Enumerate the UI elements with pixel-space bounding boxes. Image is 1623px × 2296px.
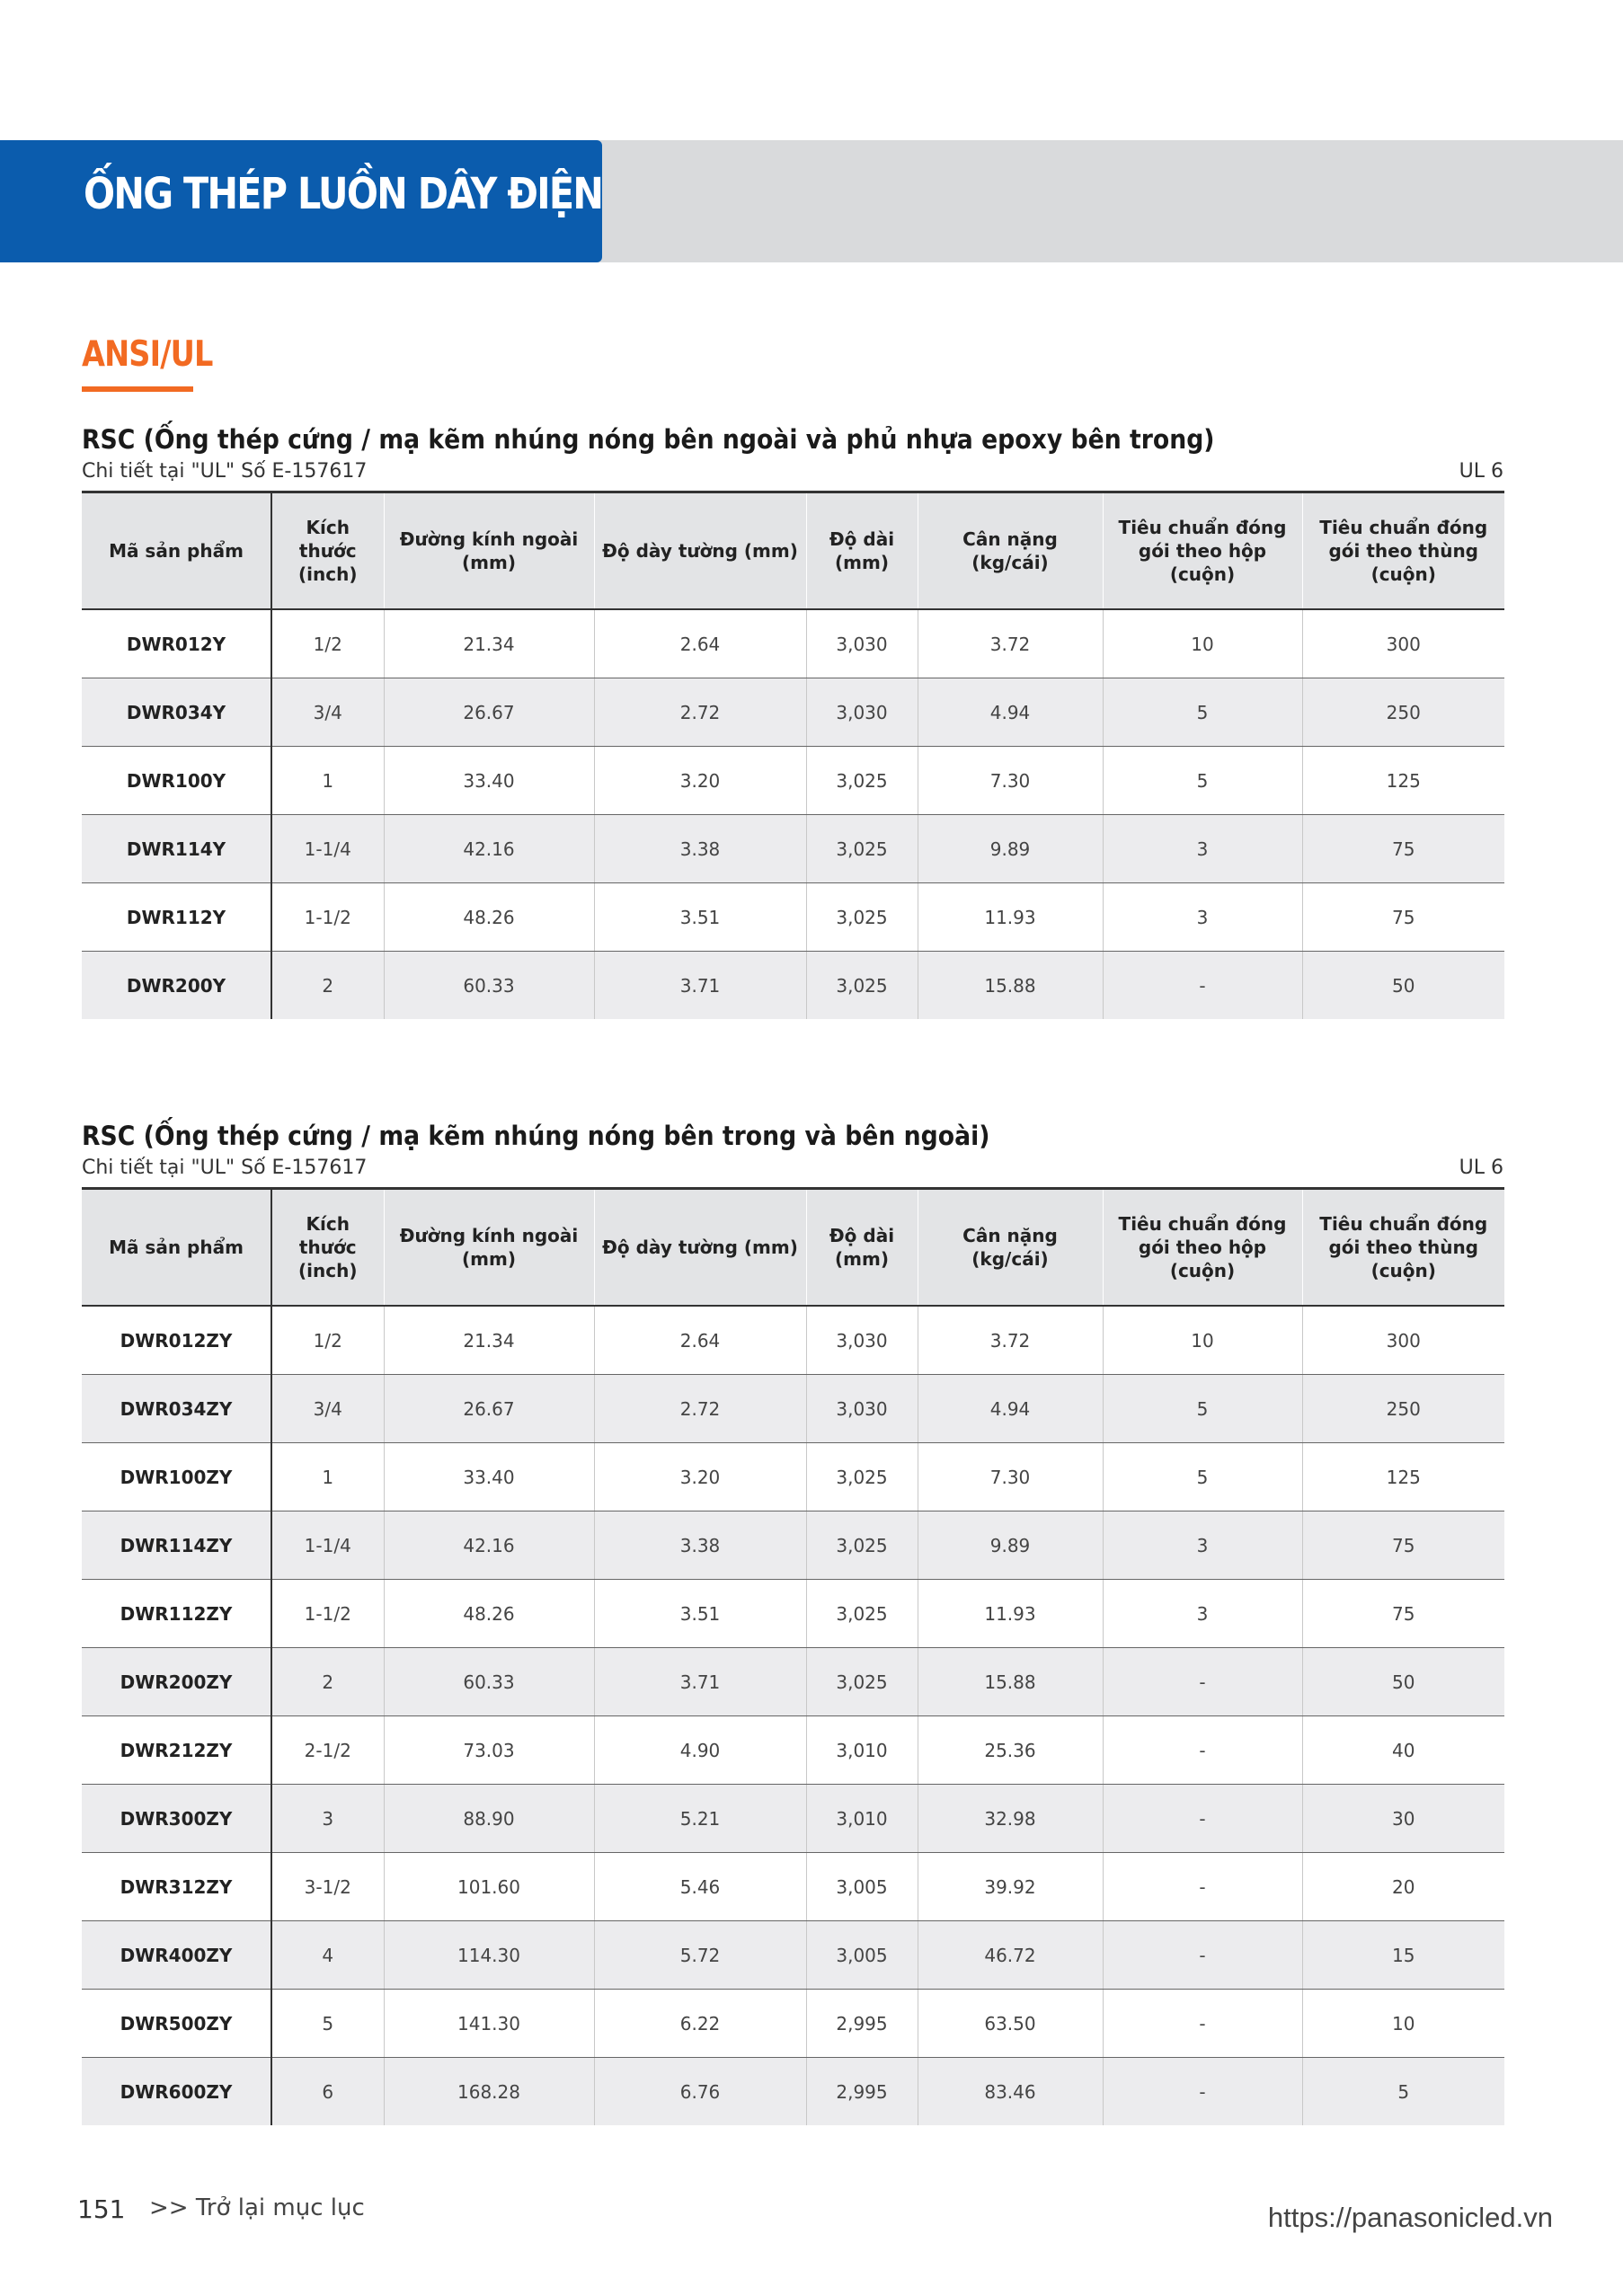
cell-wall-thickness: 3.38 [594,1511,806,1580]
cell-length: 3,030 [806,1306,918,1375]
cell-wall-thickness: 3.51 [594,1580,806,1648]
col-header-length: Độ dài (mm) [806,1189,918,1307]
col-header-product-code: Mã sản phẩm [82,1189,271,1307]
cell-weight: 4.94 [918,1375,1103,1443]
cell-box-packing: 5 [1103,1375,1302,1443]
cell-carton-packing: 75 [1302,815,1504,883]
cell-weight: 25.36 [918,1716,1103,1785]
cell-box-packing: - [1103,1990,1302,2058]
cell-wall-thickness: 3.71 [594,1648,806,1716]
cell-carton-packing: 50 [1302,1648,1504,1716]
cell-wall-thickness: 2.72 [594,1375,806,1443]
cell-size: 5 [271,1990,384,2058]
cell-box-packing: 10 [1103,1306,1302,1375]
cell-weight: 15.88 [918,1648,1103,1716]
cell-carton-packing: 20 [1302,1853,1504,1921]
table-row [82,1648,1504,1716]
col-header-box-packing: Tiêu chuẩn đóng gói theo hộp (cuộn) [1103,1189,1302,1307]
col-header-size: Kích thước (inch) [271,1189,384,1307]
cell-length: 3,025 [806,815,918,883]
cell-length: 3,025 [806,883,918,952]
cell-product-code: DWR200ZY [82,1648,271,1716]
table1-title: RSC (Ống thép cứng / mạ kẽm nhúng nóng bên ngoài và phủ nhựa epoxy bên trong) [82,424,1215,455]
table1-subtitle: Chi tiết tại "UL" Số E-157617 [82,460,368,483]
cell-carton-packing: 5 [1302,2058,1504,2126]
cell-box-packing: 5 [1103,1443,1302,1511]
cell-outer-diameter: 42.16 [384,815,594,883]
cell-carton-packing: 10 [1302,1990,1504,2058]
cell-size: 1-1/4 [271,1511,384,1580]
cell-weight: 46.72 [918,1921,1103,1990]
cell-wall-thickness: 6.76 [594,2058,806,2126]
table-row [82,747,1504,815]
cell-length: 3,025 [806,952,918,1020]
cell-box-packing: - [1103,1853,1302,1921]
cell-length: 3,030 [806,609,918,678]
cell-size: 1/2 [271,609,384,678]
cell-product-code: DWR114Y [82,815,271,883]
cell-size: 1-1/4 [271,815,384,883]
cell-wall-thickness: 2.64 [594,609,806,678]
cell-carton-packing: 75 [1302,1511,1504,1580]
website-url[interactable]: https://panasonicled.vn [1267,2202,1553,2233]
cell-carton-packing: 125 [1302,747,1504,815]
table2-title: RSC (Ống thép cứng / mạ kẽm nhúng nóng bên trong và bên ngoài) [82,1121,990,1151]
cell-product-code: DWR012ZY [82,1306,271,1375]
cell-weight: 4.94 [918,678,1103,747]
table1-header-row [82,492,1504,610]
cell-length: 3,025 [806,1648,918,1716]
cell-length: 3,010 [806,1785,918,1853]
cell-size: 6 [271,2058,384,2126]
table-row [82,883,1504,952]
cell-outer-diameter: 21.34 [384,1306,594,1375]
table-row [82,1443,1504,1511]
cell-carton-packing: 75 [1302,883,1504,952]
cell-weight: 7.30 [918,1443,1103,1511]
cell-carton-packing: 300 [1302,1306,1504,1375]
cell-product-code: DWR034ZY [82,1375,271,1443]
cell-size: 1 [271,747,384,815]
cell-box-packing: - [1103,1716,1302,1785]
cell-outer-diameter: 33.40 [384,1443,594,1511]
table-row [82,815,1504,883]
cell-product-code: DWR200Y [82,952,271,1020]
table-row [82,678,1504,747]
cell-outer-diameter: 101.60 [384,1853,594,1921]
table1 [82,491,1504,1019]
cell-wall-thickness: 6.22 [594,1990,806,2058]
cell-wall-thickness: 3.20 [594,747,806,815]
col-header-weight: Cân nặng (kg/cái) [918,1189,1103,1307]
col-header-outer-diameter: Đường kính ngoài (mm) [384,1189,594,1307]
cell-product-code: DWR112Y [82,883,271,952]
cell-size: 4 [271,1921,384,1990]
cell-outer-diameter: 88.90 [384,1785,594,1853]
table2-standard: UL 6 [1459,1157,1503,1179]
cell-product-code: DWR114ZY [82,1511,271,1580]
cell-box-packing: 3 [1103,1511,1302,1580]
cell-size: 3 [271,1785,384,1853]
cell-carton-packing: 250 [1302,1375,1504,1443]
cell-weight: 32.98 [918,1785,1103,1853]
table-row [82,1990,1504,2058]
cell-outer-diameter: 60.33 [384,952,594,1020]
cell-outer-diameter: 48.26 [384,1580,594,1648]
cell-length: 2,995 [806,2058,918,2126]
cell-weight: 83.46 [918,2058,1103,2126]
cell-weight: 39.92 [918,1853,1103,1921]
cell-weight: 7.30 [918,747,1103,815]
cell-size: 2-1/2 [271,1716,384,1785]
col-header-carton-packing: Tiêu chuẩn đóng gói theo thùng (cuộn) [1302,1189,1504,1307]
cell-carton-packing: 75 [1302,1580,1504,1648]
cell-weight: 11.93 [918,1580,1103,1648]
cell-wall-thickness: 3.38 [594,815,806,883]
cell-outer-diameter: 42.16 [384,1511,594,1580]
cell-box-packing: 3 [1103,883,1302,952]
table1-standard: UL 6 [1459,460,1503,483]
cell-box-packing: - [1103,952,1302,1020]
col-header-outer-diameter: Đường kính ngoài (mm) [384,492,594,610]
cell-outer-diameter: 60.33 [384,1648,594,1716]
cell-size: 1/2 [271,1306,384,1375]
cell-carton-packing: 125 [1302,1443,1504,1511]
cell-size: 3/4 [271,678,384,747]
cell-carton-packing: 50 [1302,952,1504,1020]
cell-product-code: DWR500ZY [82,1990,271,2058]
cell-wall-thickness: 4.90 [594,1716,806,1785]
cell-length: 3,025 [806,747,918,815]
cell-length: 3,030 [806,678,918,747]
col-header-product-code: Mã sản phẩm [82,492,271,610]
cell-weight: 9.89 [918,815,1103,883]
cell-product-code: DWR100ZY [82,1443,271,1511]
cell-length: 3,010 [806,1716,918,1785]
cell-carton-packing: 30 [1302,1785,1504,1853]
cell-product-code: DWR300ZY [82,1785,271,1853]
cell-box-packing: 10 [1103,609,1302,678]
col-header-length: Độ dài (mm) [806,492,918,610]
table-row [82,1716,1504,1785]
cell-length: 2,995 [806,1990,918,2058]
cell-product-code: DWR012Y [82,609,271,678]
col-header-size: Kích thước (inch) [271,492,384,610]
cell-box-packing: - [1103,1648,1302,1716]
cell-length: 3,005 [806,1853,918,1921]
cell-box-packing: - [1103,1785,1302,1853]
cell-carton-packing: 250 [1302,678,1504,747]
cell-size: 1-1/2 [271,883,384,952]
table-row [82,1375,1504,1443]
cell-size: 3/4 [271,1375,384,1443]
cell-size: 3-1/2 [271,1853,384,1921]
page-title: ỐNG THÉP LUỒN DÂY ĐIỆN [84,169,603,219]
cell-carton-packing: 40 [1302,1716,1504,1785]
cell-box-packing: 5 [1103,678,1302,747]
cell-size: 1 [271,1443,384,1511]
cell-product-code: DWR034Y [82,678,271,747]
cell-wall-thickness: 5.46 [594,1853,806,1921]
cell-length: 3,030 [806,1375,918,1443]
cell-length: 3,025 [806,1511,918,1580]
cell-size: 2 [271,1648,384,1716]
cell-outer-diameter: 114.30 [384,1921,594,1990]
cell-product-code: DWR600ZY [82,2058,271,2126]
cell-wall-thickness: 3.71 [594,952,806,1020]
back-to-contents-link[interactable]: >> Trở lại mục lục [149,2194,365,2221]
cell-outer-diameter: 73.03 [384,1716,594,1785]
col-header-box-packing: Tiêu chuẩn đóng gói theo hộp (cuộn) [1103,492,1302,610]
cell-weight: 9.89 [918,1511,1103,1580]
cell-length: 3,025 [806,1443,918,1511]
cell-length: 3,025 [806,1580,918,1648]
table2-subtitle: Chi tiết tại "UL" Số E-157617 [82,1157,368,1179]
cell-size: 1-1/2 [271,1580,384,1648]
cell-product-code: DWR100Y [82,747,271,815]
table-row [82,1580,1504,1648]
cell-weight: 15.88 [918,952,1103,1020]
cell-weight: 11.93 [918,883,1103,952]
section-underline [82,386,193,392]
cell-carton-packing: 15 [1302,1921,1504,1990]
cell-outer-diameter: 26.67 [384,678,594,747]
cell-outer-diameter: 168.28 [384,2058,594,2126]
cell-box-packing: 3 [1103,1580,1302,1648]
cell-wall-thickness: 3.20 [594,1443,806,1511]
table2-header-row [82,1189,1504,1307]
cell-wall-thickness: 3.51 [594,883,806,952]
cell-outer-diameter: 21.34 [384,609,594,678]
cell-product-code: DWR112ZY [82,1580,271,1648]
cell-product-code: DWR400ZY [82,1921,271,1990]
cell-carton-packing: 300 [1302,609,1504,678]
col-header-wall-thickness: Độ dày tường (mm) [594,492,806,610]
table-row [82,1853,1504,1921]
cell-outer-diameter: 141.30 [384,1990,594,2058]
cell-outer-diameter: 48.26 [384,883,594,952]
cell-wall-thickness: 5.21 [594,1785,806,1853]
cell-weight: 3.72 [918,609,1103,678]
cell-box-packing: - [1103,1921,1302,1990]
cell-weight: 63.50 [918,1990,1103,2058]
cell-wall-thickness: 5.72 [594,1921,806,1990]
cell-length: 3,005 [806,1921,918,1990]
cell-wall-thickness: 2.64 [594,1306,806,1375]
table-row [82,1921,1504,1990]
cell-size: 2 [271,952,384,1020]
table-row [82,2058,1504,2126]
section-label: ANSI/UL [82,334,213,375]
cell-box-packing: - [1103,2058,1302,2126]
table-row [82,609,1504,678]
cell-wall-thickness: 2.72 [594,678,806,747]
col-header-weight: Cân nặng (kg/cái) [918,492,1103,610]
cell-product-code: DWR212ZY [82,1716,271,1785]
col-header-carton-packing: Tiêu chuẩn đóng gói theo thùng (cuộn) [1302,492,1504,610]
cell-outer-diameter: 33.40 [384,747,594,815]
table-row [82,1511,1504,1580]
table2 [82,1187,1504,2125]
table-row [82,1785,1504,1853]
page-number: 151 [77,2194,126,2224]
cell-box-packing: 3 [1103,815,1302,883]
cell-weight: 3.72 [918,1306,1103,1375]
cell-outer-diameter: 26.67 [384,1375,594,1443]
col-header-wall-thickness: Độ dày tường (mm) [594,1189,806,1307]
cell-product-code: DWR312ZY [82,1853,271,1921]
table-row [82,952,1504,1020]
cell-box-packing: 5 [1103,747,1302,815]
table-row [82,1306,1504,1375]
